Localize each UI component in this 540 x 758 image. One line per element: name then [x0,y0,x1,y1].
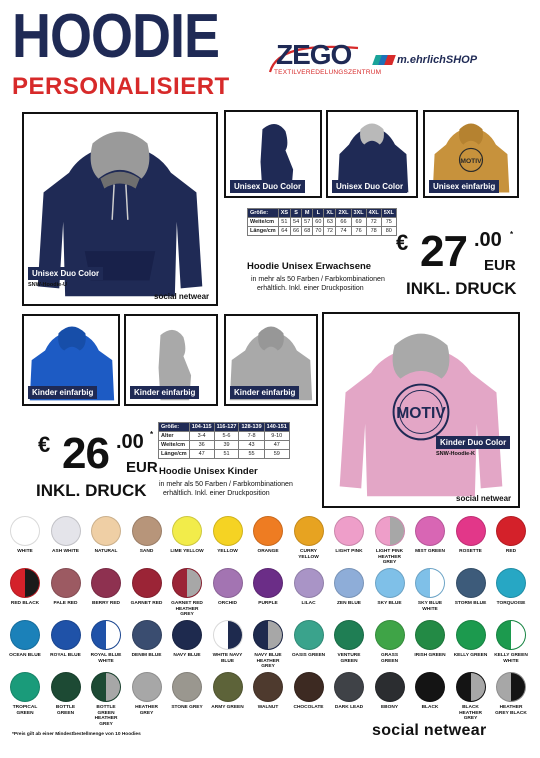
size-row-head: Länge/cm [248,227,279,236]
swatch-label: BLACK HEATHER GREY [459,705,482,721]
size-row-head: Alter [159,432,190,441]
swatch-label: CURRY YELLOW [298,549,319,560]
swatch-color-icon [294,568,324,598]
size-head: Größe: [159,423,190,432]
zego-logo [266,39,382,82]
color-swatch[interactable] [332,620,366,664]
color-swatch[interactable] [8,516,42,555]
swatch-color-icon [253,672,283,702]
swatch-label: ROSETTE [459,549,482,554]
swatch-color-icon [415,672,445,702]
swatch-label: LILAC [301,601,316,606]
swatch-color-icon [415,620,445,650]
kids-product-desc-2: erhältlich. Inkl. einer Druckposition [163,490,270,497]
swatch-label: NAVY BLUE [173,653,201,658]
swatch-label: NAVY BLUE HEATHER GREY [254,653,282,669]
swatch-label: WALNUT [257,705,279,710]
swatch-color-icon [253,516,283,546]
swatch-color-icon [496,672,526,702]
swatch-color-icon [375,620,405,650]
size-cell: XS [278,209,290,218]
size-cell: 3-4 [189,432,214,441]
size-cell: 9-10 [264,432,289,441]
size-cell: L [313,209,324,218]
page-subtitle: PERSONALISIERT [12,73,230,100]
adult-brand-logo: social netwear [154,292,210,301]
swatch-color-icon [253,568,283,598]
kids-size-table [158,422,290,459]
color-swatch[interactable] [89,568,123,607]
swatch-secondary-color [511,621,525,649]
hoodie-pink-grey-icon [324,314,518,506]
swatch-secondary-color [471,673,485,701]
size-head: Größe: [248,209,279,218]
size-cell: 47 [264,441,289,450]
size-cell: 4XL [366,209,381,218]
adult-price-incl: INKL. DRUCK [406,279,517,298]
color-swatch[interactable] [89,672,123,727]
color-swatch[interactable] [413,568,447,612]
size-row-head: Weite/cm [248,218,279,227]
size-cell: 140-151 [264,423,289,432]
color-swatch[interactable] [413,516,447,555]
color-swatch[interactable] [454,672,488,722]
zego-tagline: TEXTILVEREDELUNGSZENTRUM [274,69,382,76]
size-cell: 80 [381,227,396,236]
swatch-color-icon [334,620,364,650]
swatch-color-icon [51,568,81,598]
swatch-color-icon [132,672,162,702]
kids-thumb-3-tag: Kinder einfarbig [230,386,299,399]
size-cell: 76 [351,227,366,236]
swatch-color-icon [496,568,526,598]
swatch-color-icon [213,516,243,546]
color-swatch[interactable] [130,672,164,716]
color-swatch[interactable] [454,516,488,555]
color-swatch[interactable] [130,568,164,607]
color-swatch[interactable] [332,672,366,711]
swatch-label: CHOCOLATE [293,705,324,710]
swatch-color-icon [294,672,324,702]
swatch-color-icon [91,516,121,546]
kids-thumb-2-tag: Kinder einfarbig [130,386,199,399]
swatch-color-icon [415,516,445,546]
size-cell: XL [324,209,336,218]
size-cell: 55 [239,450,264,459]
swatch-secondary-color [106,673,120,701]
kids-price-dec: .00 [116,431,144,453]
swatch-color-icon [132,568,162,598]
ehrlich-mark-icon [374,55,394,65]
size-cell: 72 [366,218,381,227]
swatch-color-icon [51,516,81,546]
color-swatch[interactable] [251,568,285,607]
swatch-color-icon [253,620,283,650]
swatch-label: TORQUOISE [496,601,526,606]
size-cell: 116-127 [214,423,239,432]
size-cell: 5XL [381,209,396,218]
kids-price-star: * [150,430,154,439]
size-cell: 66 [336,218,351,227]
size-cell: 51 [278,218,290,227]
footnote: *Preis gilt ab einer Mindestbestellmenge von 10 Hoodies [12,732,141,737]
color-swatch[interactable] [373,672,407,711]
color-swatch[interactable] [211,568,245,607]
swatch-label: GRASS GREEN [380,653,399,664]
swatch-color-icon [456,516,486,546]
swatch-label: ORCHID [218,601,237,606]
footer-brand-logo: social netwear [372,722,487,739]
swatch-secondary-color [187,569,201,597]
swatch-color-icon [294,516,324,546]
swatch-label: SKY BLUE WHITE [417,601,443,612]
kids-price-int: 26 [62,429,109,478]
swatch-label: SKY BLUE [377,601,402,606]
swatch-color-icon [213,620,243,650]
color-swatch[interactable] [211,620,245,664]
ehrlich-logo-text: m.ehrlichSHOP [397,54,478,66]
adult-size-table [247,208,397,236]
color-swatch[interactable] [454,620,488,659]
kids-main-sku: SNW-Hoodie-K [436,451,475,457]
kids-thumb-1-tag: Kinder einfarbig [28,386,97,399]
swatch-label: PURPLE [258,601,278,606]
size-cell: 3XL [351,209,366,218]
adult-main-tag: Unisex Duo Color [28,267,103,280]
swatch-color-icon [172,620,202,650]
kids-product-name: Hoodie Unisex Kinder [159,466,258,477]
color-swatch[interactable] [332,568,366,607]
swatch-color-icon [172,672,202,702]
size-row-head: Weite/cm [159,441,190,450]
size-cell: 63 [324,218,336,227]
size-cell: 60 [313,218,324,227]
color-swatch[interactable] [49,620,83,659]
swatch-label: RED BLACK [10,601,40,606]
adult-product-desc-1: in mehr als 50 Farben / Farbkombinationen [251,276,385,283]
size-cell: 39 [214,441,239,450]
swatch-label: GARNET RED HEATHER GREY [171,601,203,617]
color-swatch[interactable] [211,672,245,711]
color-swatch[interactable] [49,516,83,555]
swatch-label: DARK LEAD [334,705,364,710]
swatch-label: ZEN BLUE [337,601,361,606]
swatch-label: ASH WHITE [52,549,79,554]
color-swatch[interactable] [170,516,204,555]
color-swatch[interactable] [49,672,83,716]
swatch-color-icon [375,672,405,702]
kids-price-incl: INKL. DRUCK [36,481,147,500]
adult-main-panel[interactable] [22,112,218,306]
color-swatch[interactable] [8,620,42,659]
ehrlich-logo [374,52,477,68]
adult-price-star: * [510,230,514,239]
size-cell: 51 [214,450,239,459]
swatch-color-icon [172,568,202,598]
color-swatch[interactable] [292,620,326,659]
swatch-label: RED [505,549,517,554]
size-cell: 72 [324,227,336,236]
adult-thumb-2[interactable] [326,110,418,198]
color-swatch[interactable] [292,568,326,607]
swatch-color-icon [334,568,364,598]
swatch-label: MIST GREEN [415,549,445,554]
swatch-color-icon [91,620,121,650]
swatch-label: YELLOW [217,549,238,554]
color-swatch[interactable] [494,620,528,664]
size-cell: 7-8 [239,432,264,441]
color-swatch[interactable] [251,620,285,670]
kids-thumb-2[interactable] [124,314,218,406]
color-swatch[interactable] [8,672,42,716]
swatch-label: WHITE NAVY BLUE [212,653,243,664]
swatch-color-icon [10,568,40,598]
color-swatch[interactable] [170,672,204,711]
swatch-color-icon [10,620,40,650]
size-cell: 2XL [336,209,351,218]
page-title: HOODIE [12,1,220,71]
size-cell: M [302,209,313,218]
swatch-label: IRISH GREEN [414,653,446,658]
color-swatch[interactable] [292,672,326,711]
adult-product-name: Hoodie Unisex Erwachsene [247,261,372,272]
color-swatch[interactable] [373,620,407,664]
swatch-secondary-color [228,621,242,649]
swatch-color-icon [10,672,40,702]
kids-thumb-3[interactable] [224,314,318,406]
swatch-label: ROYAL BLUE [50,653,81,658]
adult-thumb-3-tag: Unisex einfarbig [429,180,499,193]
size-cell: 74 [336,227,351,236]
swatch-secondary-color [268,621,282,649]
swatch-color-icon [213,568,243,598]
swatch-secondary-color [430,569,444,597]
swatch-secondary-color [106,621,120,649]
size-row-head: Länge/cm [159,450,190,459]
swatch-label: OASIS GREEN [291,653,326,658]
swatch-label: ARMY GREEN [211,705,244,710]
kids-thumb-1[interactable] [22,314,120,406]
color-swatch[interactable] [413,620,447,659]
swatch-color-icon [51,672,81,702]
swatch-label: PALE RED [53,601,78,606]
size-cell: 104-115 [189,423,214,432]
kids-price-currency: EUR [126,459,158,476]
kids-product-desc-1: in mehr als 50 Farben / Farbkombinationen [159,481,293,488]
size-cell: 69 [351,218,366,227]
swatch-secondary-color [25,569,39,597]
swatch-label: BOTTLE GREEN HEATHER GREY [94,705,118,727]
size-cell: 57 [302,218,313,227]
color-swatch[interactable] [454,568,488,607]
swatch-color-icon [496,516,526,546]
swatch-label: SAND [139,549,154,554]
zego-logo-text: ZEGO [276,39,352,70]
adult-price-currency: EUR [484,257,516,274]
swatch-label: NATURAL [94,549,118,554]
size-cell: 59 [264,450,289,459]
color-swatch[interactable] [211,516,245,555]
size-cell: 70 [313,227,324,236]
swatch-label: KELLY GREEN WHITE [494,653,528,664]
swatch-color-icon [456,672,486,702]
swatch-color-icon [10,516,40,546]
swatch-color-icon [375,516,405,546]
swatch-color-icon [132,620,162,650]
adult-thumb-1-tag: Unisex Duo Color [230,180,305,193]
color-swatch[interactable] [332,516,366,555]
swatch-color-icon [334,672,364,702]
swatch-label: OCEAN BLUE [9,653,41,658]
swatch-color-icon [375,568,405,598]
swatch-label: DENIM BLUE [131,653,162,658]
size-cell: S [291,209,302,218]
size-cell: 36 [189,441,214,450]
adult-price-dec: .00 [474,229,502,251]
color-swatch[interactable] [373,516,407,566]
adult-price-euro: € [396,230,409,255]
swatch-label: STONE GREY [171,705,203,710]
svg-text:MOTIV: MOTIV [460,157,482,165]
swatch-color-icon [294,620,324,650]
swatch-label: GARNET RED [130,601,163,606]
swatch-color-icon [132,516,162,546]
kids-main-panel[interactable] [322,312,520,508]
color-swatch[interactable] [494,516,528,555]
swatch-color-icon [456,620,486,650]
kids-brand-logo: social netwear [456,494,512,503]
kids-price-euro: € [38,432,51,457]
size-cell: 128-139 [239,423,264,432]
swatch-color-icon [213,672,243,702]
size-cell: 68 [302,227,313,236]
adult-product-desc-2: erhältlich. Inkl. einer Druckposition [257,285,364,292]
color-swatch[interactable] [8,568,42,607]
size-cell: 43 [239,441,264,450]
swatch-label: LIGHT PINK HEATHER GREY [375,549,404,565]
kids-main-tag: Kinder Duo Color [436,436,510,449]
swatch-color-icon [51,620,81,650]
swatch-label: HEATHER GREY [135,705,158,716]
color-swatch[interactable] [130,516,164,555]
adult-price-int: 27 [420,227,467,276]
swatch-color-icon [415,568,445,598]
swatch-label: VENTURE GREEN [337,653,361,664]
color-swatch[interactable] [130,620,164,659]
swatch-color-icon [91,672,121,702]
swatch-secondary-color [390,517,404,545]
color-swatch[interactable] [170,568,204,618]
color-swatch[interactable] [49,568,83,607]
size-cell: 47 [189,450,214,459]
adult-thumb-3[interactable] [423,110,519,198]
swatch-label: TROPICAL GREEN [12,705,38,716]
adult-thumb-2-tag: Unisex Duo Color [332,180,407,193]
swatch-label: LIGHT PINK [335,549,363,554]
color-swatch[interactable] [251,672,285,711]
color-swatch[interactable] [89,620,123,664]
size-cell: 75 [381,218,396,227]
swatch-label: BLACK [421,705,439,710]
swatch-label: BERRY RED [92,601,120,606]
swatch-label: LIME YELLOW [170,549,204,554]
swatch-label: STORM BLUE [454,601,487,606]
color-swatch[interactable] [494,672,528,716]
color-swatch[interactable] [251,516,285,555]
color-swatch[interactable] [170,620,204,659]
swatch-label: EBONY [380,705,399,710]
color-swatch[interactable] [373,568,407,607]
swatch-label: KELLY GREEN [453,653,488,658]
swatch-label: WHITE [17,549,33,554]
color-swatch[interactable] [494,568,528,607]
swatch-color-icon [496,620,526,650]
size-cell: 66 [291,227,302,236]
size-cell: 78 [366,227,381,236]
adult-main-sku: SNW-Hoodie-U [28,282,67,288]
size-cell: 54 [291,218,302,227]
swatch-color-icon [456,568,486,598]
swatch-color-icon [172,516,202,546]
adult-thumb-1[interactable] [224,110,322,198]
swatch-label: ROYAL BLUE WHITE [90,653,122,664]
swatch-color-icon [91,568,121,598]
size-cell: 64 [278,227,290,236]
color-swatch[interactable] [413,672,447,711]
color-swatch[interactable] [89,516,123,555]
svg-text:MOTIV: MOTIV [396,404,446,422]
color-swatch[interactable] [292,516,326,560]
swatch-label: ORANGE [257,549,279,554]
size-cell: 5-6 [214,432,239,441]
swatch-secondary-color [511,673,525,701]
swatch-label: HEATHER GREY BLACK [495,705,527,716]
swatch-color-icon [334,516,364,546]
swatch-label: BOTTLE GREEN [55,705,76,716]
